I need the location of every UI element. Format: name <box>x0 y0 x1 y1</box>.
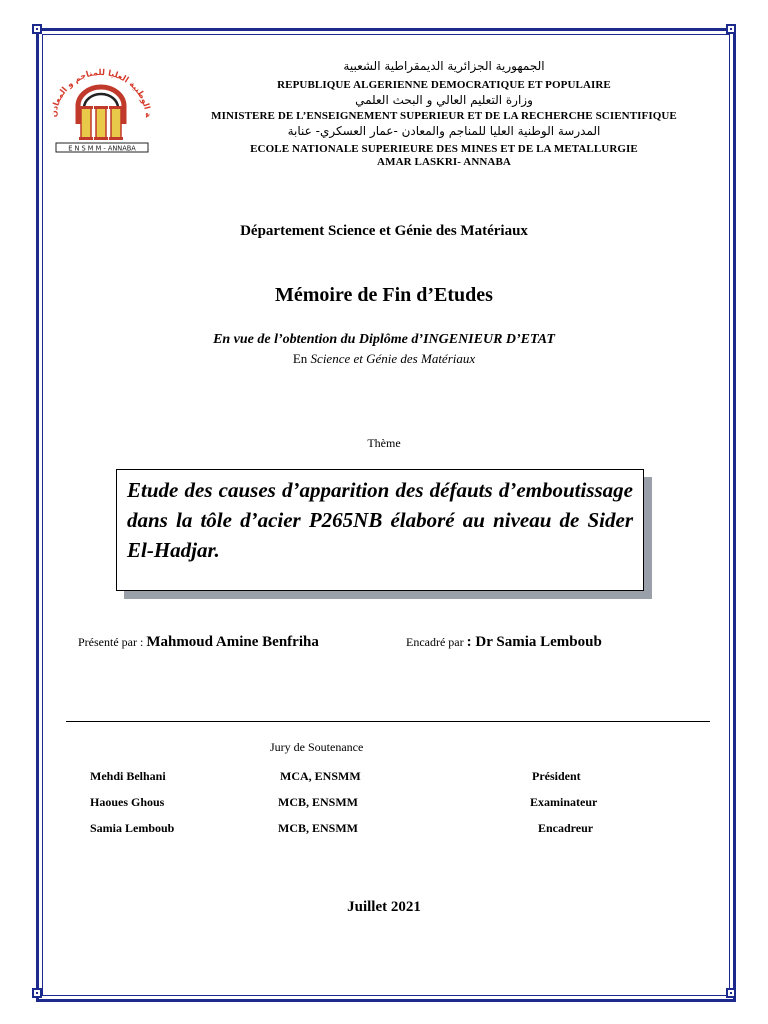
header-ministry: MINISTERE DE L’ENSEIGNEMENT SUPERIEUR ET DE LA RECHERCHE SCIENTIFIQUE <box>211 110 677 122</box>
presented-by <box>78 634 319 651</box>
memoire-title: Mémoire de Fin d’Etudes <box>275 284 493 306</box>
jury-member-name: Mehdi Belhani <box>90 769 166 783</box>
supervised-by <box>406 634 602 651</box>
presented-name: Mahmoud Amine Benfriha <box>146 634 319 650</box>
jury-member-grade: MCB, ENSMM <box>278 821 358 835</box>
jury-member-role: Examinateur <box>530 795 598 809</box>
logo-arabic-text: ة الوطنية العليا للمناجم و المعادن <box>48 66 154 118</box>
header-school-name: AMAR LASKRI- ANNABA <box>377 156 511 168</box>
divider <box>66 721 710 722</box>
header-arabic-ministry: وزارة التعليم العالي و البحث العلمي <box>355 93 533 107</box>
jury-member-role: Président <box>532 769 581 783</box>
logo-caption: E N S M M - ANNABA <box>68 144 136 153</box>
header-arabic-school: المدرسة الوطنية العليا للمناجم والمعادن -عمار العسكري- عنابة <box>287 124 601 138</box>
jury-member-role: Encadreur <box>538 821 594 835</box>
jury-title: Jury de Soutenance <box>270 740 364 754</box>
department-title: Département Science et Génie des Matériaux <box>240 223 528 239</box>
supervised-label: Encadré par <box>406 635 467 649</box>
theme-text: Etude des causes d’apparition des défauts d’emboutissage dans la tôle d’acier P265NB élaboré au niveau de Sider El-Hadjar. <box>127 478 633 562</box>
header-school: ECOLE NATIONALE SUPERIEURE DES MINES ET DE LA METALLURGIE <box>250 143 638 155</box>
supervised-name: : Dr Samia Lemboub <box>466 634 602 650</box>
theme-label: Thème <box>367 436 401 450</box>
corner-ornament <box>32 24 42 34</box>
jury-member-grade: MCA, ENSMM <box>280 769 361 783</box>
jury-member-grade: MCB, ENSMM <box>278 795 358 809</box>
specialty-line <box>0 351 768 367</box>
specialty-prefix: En <box>292 351 311 366</box>
corner-ornament <box>32 988 42 998</box>
header-republic: REPUBLIQUE ALGERIENNE DEMOCRATIQUE ET POPULAIRE <box>277 79 611 91</box>
school-logo <box>48 62 154 154</box>
corner-ornament <box>726 988 736 998</box>
date: Juillet 2021 <box>347 899 421 915</box>
jury-member-name: Haoues Ghous <box>90 795 165 809</box>
corner-ornament <box>726 24 736 34</box>
obtention-line: En vue de l’obtention du Diplôme d’INGENIEUR D’ETAT <box>213 332 555 347</box>
header-arabic-republic: الجمهورية الجزائرية الديمقراطية الشعبية <box>343 59 545 73</box>
school-logo-icon <box>48 62 154 154</box>
presented-label: Présenté par : <box>78 635 147 649</box>
theme-box <box>116 469 644 591</box>
specialty-name: Science et Génie des Matériaux <box>310 351 476 366</box>
jury-member-name: Samia Lemboub <box>90 821 175 835</box>
